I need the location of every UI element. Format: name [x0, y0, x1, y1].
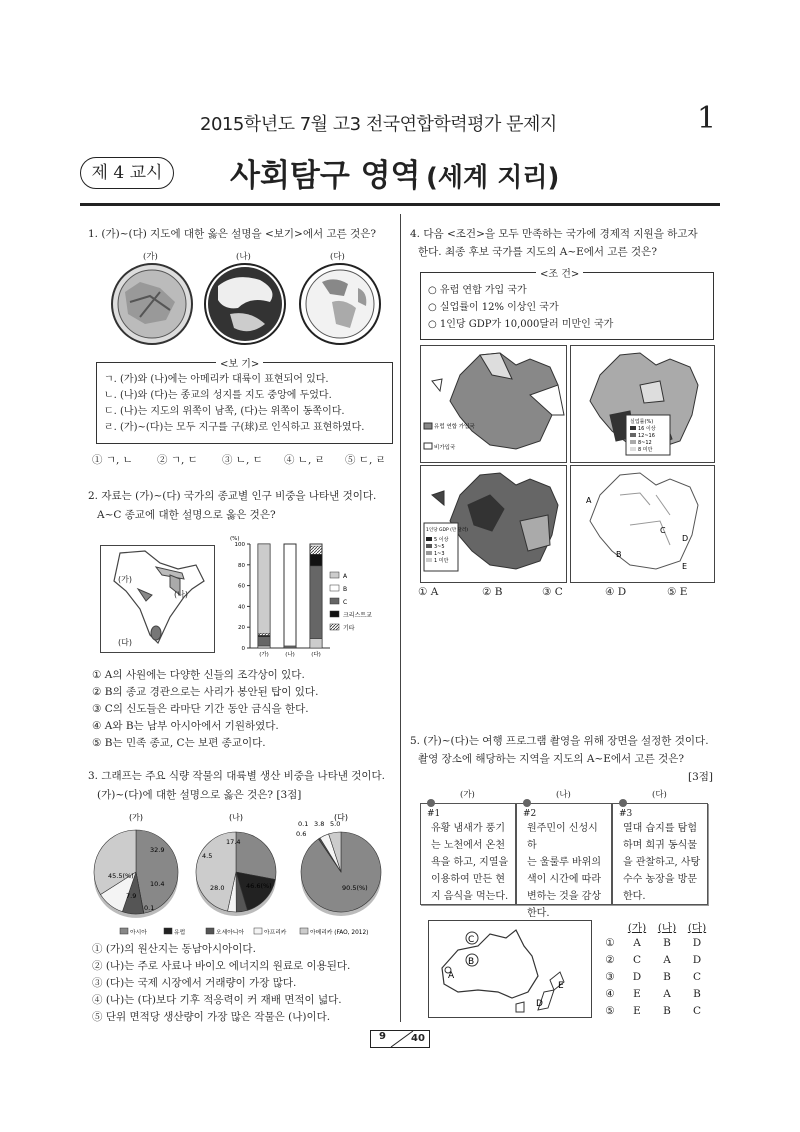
map-unemployment: [571, 346, 715, 463]
q2-option-1[interactable]: ① A의 사원에는 다양한 신들의 조각상이 있다.: [92, 669, 305, 681]
pie-value-label: 5.0: [330, 820, 341, 828]
page-current: 9: [379, 1031, 386, 1042]
q4-stem-1: 4. 다음 <조건>을 모두 만족하는 국가에 경제적 지원을 하고자: [410, 228, 698, 240]
q1-label-na: (나): [236, 252, 251, 262]
q4-option-1[interactable]: ① A: [418, 586, 439, 598]
legend-swatch: [330, 572, 339, 578]
subject-sub: (세계 지리): [426, 163, 560, 193]
bar-segment: [258, 637, 270, 646]
note-number: #2: [523, 809, 537, 819]
table-head-ga: (가): [627, 922, 647, 934]
q2-option-2[interactable]: ② B의 종교 경관으로는 사리가 봉안된 탑이 있다.: [92, 686, 319, 698]
letter-e: E: [682, 562, 688, 571]
pie-value-label: 32.9: [150, 846, 165, 854]
pie-value-label: 90.5(%): [342, 884, 368, 892]
y-axis-unit: (%): [230, 536, 240, 542]
q2-option-5[interactable]: ⑤ B는 민족 종교, C는 보편 종교이다.: [92, 737, 266, 749]
bar-segment: [310, 546, 322, 554]
q1-item-4: ㄹ. (가)~(다)는 모두 지구를 구(球)로 인식하고 표현하였다.: [104, 422, 365, 433]
letter-a: A: [448, 971, 455, 981]
table-cell: A: [663, 954, 671, 966]
map-da-image: [300, 264, 380, 344]
map-label-ga: (가): [118, 575, 132, 584]
y-tick-label: 20: [238, 625, 245, 632]
pie-value-label: 45.5(%): [108, 872, 134, 880]
pie-slice: [236, 832, 276, 879]
table-cell: C: [632, 954, 642, 966]
note-line: 을 관찰하고, 사탕: [623, 857, 701, 868]
table-cell: C: [692, 971, 702, 983]
bar-segment: [310, 566, 322, 639]
unemp-legend-2: 12~16: [638, 433, 655, 439]
bar-segment: [310, 554, 322, 565]
pie-value-label: 28.0: [210, 884, 225, 892]
column-divider: [400, 214, 401, 1022]
bar-segment: [258, 544, 270, 633]
note-line: 는 노천에서 온천: [431, 840, 505, 851]
q5-note-na: [516, 803, 612, 919]
y-tick-label: 0: [241, 646, 245, 652]
q4-condition-title: <조 건>: [536, 265, 583, 280]
letter-e: E: [558, 981, 564, 991]
pie-value-label: 7.9: [126, 892, 137, 900]
table-row[interactable]: [598, 935, 718, 952]
pie-value-label: 17.4: [226, 838, 241, 846]
note-line: 한다.: [527, 908, 550, 919]
q4-condition-1: ○ 유럽 연합 가입 국가: [428, 285, 527, 296]
pie-value-label: 0.6: [296, 830, 307, 838]
gdp-legend-4: 1 미만: [434, 558, 449, 564]
option-marker: ④: [605, 988, 615, 1000]
table-row[interactable]: [598, 969, 718, 986]
q3-option-3[interactable]: ③ (다)는 국제 시장에서 거래량이 가장 많다.: [92, 977, 297, 989]
legend-swatch: [330, 585, 339, 591]
legend-swatch: [120, 928, 128, 934]
letter-c: C: [660, 526, 666, 535]
table-cell: B: [663, 1005, 671, 1017]
pie-value-label: 3.8: [314, 820, 325, 828]
unemp-legend-1: 16 이상: [638, 426, 656, 432]
q4-condition-3: ○ 1인당 GDP가 10,000달러 미만인 국가: [428, 319, 614, 330]
q1-historic-maps: [100, 262, 390, 346]
q5-stem-1: 5. (가)~(다)는 여행 프로그램 촬영을 위해 장면을 설정한 것이다.: [410, 735, 709, 747]
gdp-legend-3: 1~3: [434, 551, 445, 557]
legend-swatch: [206, 928, 214, 934]
letter-c: C: [468, 935, 475, 945]
letter-b: B: [616, 550, 622, 559]
pie-value-label: 46.6(%): [246, 882, 272, 890]
table-head-na: (나): [657, 922, 677, 934]
unemp-legend-title: 실업률(%): [630, 419, 654, 425]
table-cell: B: [663, 937, 671, 949]
unemp-legend-3: 8~12: [638, 440, 652, 446]
q1-label-da: (다): [330, 252, 345, 262]
q4-option-3[interactable]: ③ C: [542, 586, 563, 598]
map-na-image: [205, 264, 285, 344]
q4-condition-2: ○ 실업률이 12% 이상인 국가: [428, 302, 559, 313]
table-body: [598, 935, 718, 1020]
note-line: 변하는 것을 감상: [527, 891, 601, 902]
pie-title: (다): [334, 813, 348, 822]
note-line: 원주민이 신성시하: [527, 823, 598, 851]
pie-slice: [136, 830, 178, 913]
q1-option-4[interactable]: ④ ㄴ, ㄹ: [284, 454, 325, 466]
q2-option-4[interactable]: ④ A와 B는 남부 아시아에서 기원하였다.: [92, 720, 279, 732]
eu-legend-nonmember: 비가입국: [434, 445, 456, 451]
legend-label: 유럽: [174, 930, 186, 936]
q3-stem-2: (가)~(다)에 대한 설명으로 옳은 것은? [3점]: [97, 789, 302, 801]
legend-swatch: [254, 928, 262, 934]
option-marker: ③: [605, 971, 615, 983]
bar-segment: [310, 639, 322, 648]
legend-swatch: [330, 611, 339, 617]
note-line: 수수 농장을 방문: [623, 874, 697, 885]
legend-label: 아메리카 (FAO, 2012): [310, 930, 369, 936]
q1-option-5[interactable]: ⑤ ㄷ, ㄹ: [345, 454, 386, 466]
exam-title: 2015학년도 7월 고3 전국연합학력평가 문제지: [200, 114, 557, 135]
note-line: 이용하여 만든 현: [431, 874, 505, 885]
table-cell: D: [692, 954, 702, 966]
q1-bogi-title: <보 기>: [216, 355, 263, 370]
q1-label-ga: (가): [143, 252, 158, 262]
x-tick-label: (가): [259, 652, 269, 658]
option-marker: ②: [605, 954, 615, 966]
y-tick-label: 60: [238, 583, 245, 590]
gdp-legend-1: 5 이상: [434, 537, 449, 543]
q3-pie-charts: [86, 810, 396, 940]
legend-label: C: [343, 599, 348, 606]
table-row[interactable]: [598, 1003, 718, 1020]
table-cell: A: [663, 988, 671, 1000]
x-tick-label: (나): [285, 652, 295, 658]
table-row[interactable]: [598, 952, 718, 969]
unemp-legend-4: 8 미만: [638, 447, 653, 453]
page-counter: [370, 1030, 430, 1048]
q5-oceania-map: [428, 920, 592, 1018]
legend-label: 크리스트교: [343, 612, 372, 619]
legend-label: 기타: [343, 625, 355, 632]
q5-note-ga: [420, 803, 516, 905]
q3-option-5[interactable]: ⑤ 단위 면적당 생산량이 가장 많은 작물은 (나)이다.: [92, 1011, 331, 1023]
q5-stem-2: 촬영 장소에 해당하는 지역을 지도의 A~E에서 고른 것은?: [418, 753, 685, 765]
legend-label: A: [343, 573, 348, 580]
option-marker: ①: [605, 937, 615, 949]
note-line: 유황 냄새가 풍기: [431, 823, 505, 834]
q5-head-na: (나): [556, 790, 571, 800]
q4-stem-2: 한다. 최종 후보 국가를 지도의 A~E에서 고른 것은?: [418, 246, 657, 258]
gdp-legend-title: 1인당 GDP (만 달러): [426, 528, 469, 533]
page-number: 1: [697, 101, 717, 136]
legend-label: 아프리카: [264, 930, 287, 936]
map-label-da: (다): [118, 638, 132, 647]
pie-title: (나): [229, 813, 243, 822]
q5-points: [3점]: [688, 771, 714, 783]
q1-option-2[interactable]: ② ㄱ, ㄷ: [157, 454, 198, 466]
subject-title: [230, 150, 559, 195]
q2-south-asia-map: [100, 545, 215, 653]
subject-main: 사회탐구 영역: [230, 158, 421, 194]
q4-europe-maps: [420, 345, 715, 585]
legend-label: B: [343, 586, 348, 593]
x-tick-label: (다): [311, 652, 321, 658]
q2-stem-2: A~C 종교에 대한 설명으로 옳은 것은?: [97, 509, 276, 521]
table-cell: E: [633, 988, 641, 1000]
page-total: 40: [411, 1033, 425, 1044]
pie-value-label: 10.4: [150, 880, 165, 888]
note-line: 한다.: [623, 891, 646, 902]
note-number: #1: [427, 809, 441, 819]
map-eu-membership: [421, 346, 567, 463]
q4-option-4[interactable]: ④ D: [605, 586, 627, 598]
q4-option-5[interactable]: ⑤ E: [667, 586, 688, 598]
q2-religion-bar-chart: [218, 532, 390, 664]
q1-item-2: ㄴ. (나)와 (다)는 종교의 성지를 지도 중앙에 두었다.: [104, 390, 332, 401]
map-label-na: (나): [174, 590, 188, 599]
q5-note-da: [612, 803, 708, 905]
legend-swatch: [330, 598, 339, 604]
map-ga-image: [112, 264, 192, 344]
legend-swatch: [300, 928, 308, 934]
note-line: 욕을 하고, 지열을: [431, 857, 509, 868]
letter-a: A: [586, 496, 592, 505]
legend-label: 아시아: [130, 930, 147, 936]
letter-b: B: [468, 957, 475, 967]
q3-option-2[interactable]: ② (나)는 주로 사료나 바이오 에너지의 원료로 이용된다.: [92, 960, 351, 972]
q1-item-1: ㄱ. (가)와 (나)에는 아메리카 대륙이 표현되어 있다.: [104, 374, 329, 385]
q5-answer-table: [598, 920, 718, 1020]
y-tick-label: 40: [238, 604, 245, 611]
bar-segment: [258, 646, 270, 648]
note-line: 하며 희귀 동식물: [623, 840, 697, 851]
table-header: [598, 920, 718, 935]
pie-title: (가): [129, 813, 143, 822]
table-head-da: (다): [687, 922, 707, 934]
option-marker: ⑤: [605, 1005, 615, 1017]
table-cell: A: [633, 937, 641, 949]
q1-item-3: ㄷ. (나)는 지도의 위쪽이 남쪽, (다)는 위쪽이 동쪽이다.: [104, 406, 345, 417]
legend-swatch: [164, 928, 172, 934]
q3-stem-1: 3. 그래프는 주요 식량 작물의 대륙별 생산 비중을 나타낸 것이다.: [88, 770, 385, 782]
pie-value-label: 4.5: [202, 852, 213, 860]
eu-legend-member: 유럽 연합 가입국: [434, 424, 475, 430]
legend-label: 오세아니아: [216, 930, 244, 936]
q5-head-da: (다): [652, 790, 667, 800]
q1-option-1[interactable]: ① ㄱ, ㄴ: [92, 454, 133, 466]
y-tick-label: 80: [238, 562, 245, 569]
session-badge: 제 4 교시: [80, 157, 174, 189]
table-cell: B: [663, 971, 671, 983]
gdp-legend-2: 3~5: [434, 544, 445, 550]
q2-stem-1: 2. 자료는 (가)~(다) 국가의 종교별 인구 비중을 나타낸 것이다.: [88, 490, 377, 502]
note-line: 열대 습지를 탐험: [623, 823, 697, 834]
q3-option-4[interactable]: ④ (나)는 (다)보다 기후 적응력이 커 재배 면적이 넓다.: [92, 994, 342, 1006]
table-cell: C: [692, 1005, 702, 1017]
letter-d: D: [682, 534, 689, 543]
q1-option-3[interactable]: ③ ㄴ, ㄷ: [222, 454, 263, 466]
q3-option-1[interactable]: ① (가)의 원산지는 동남아시아이다.: [92, 943, 256, 955]
note-number: #3: [619, 809, 633, 819]
note-line: 색이 시간에 따라: [527, 874, 601, 885]
table-cell: B: [693, 988, 701, 1000]
map-gdp: [421, 466, 567, 583]
bar-segment: [284, 646, 296, 648]
q1-stem: 1. (가)~(다) 지도에 대한 옳은 설명을 <보기>에서 고른 것은?: [88, 228, 376, 240]
letter-d: D: [536, 999, 543, 1009]
q5-head-ga: (가): [460, 790, 475, 800]
note-line: 지 음식을 먹는다.: [431, 891, 509, 902]
pie-value-label: 0.1: [144, 904, 155, 912]
table-row[interactable]: [598, 986, 718, 1003]
map-candidate-letters: [571, 466, 715, 583]
note-line: 는 울룰루 바위의: [527, 857, 601, 868]
q4-option-2[interactable]: ② B: [482, 586, 503, 598]
legend-swatch: [330, 624, 339, 630]
table-cell: D: [692, 937, 702, 949]
header-rule: [80, 203, 720, 206]
pie-value-label: 0.1: [298, 820, 309, 828]
y-tick-label: 100: [234, 542, 245, 548]
q2-option-3[interactable]: ③ C의 신도들은 라마단 기간 동안 금식을 한다.: [92, 703, 309, 715]
bar-frame: [284, 544, 296, 648]
table-cell: E: [633, 1005, 641, 1017]
table-cell: D: [632, 971, 642, 983]
